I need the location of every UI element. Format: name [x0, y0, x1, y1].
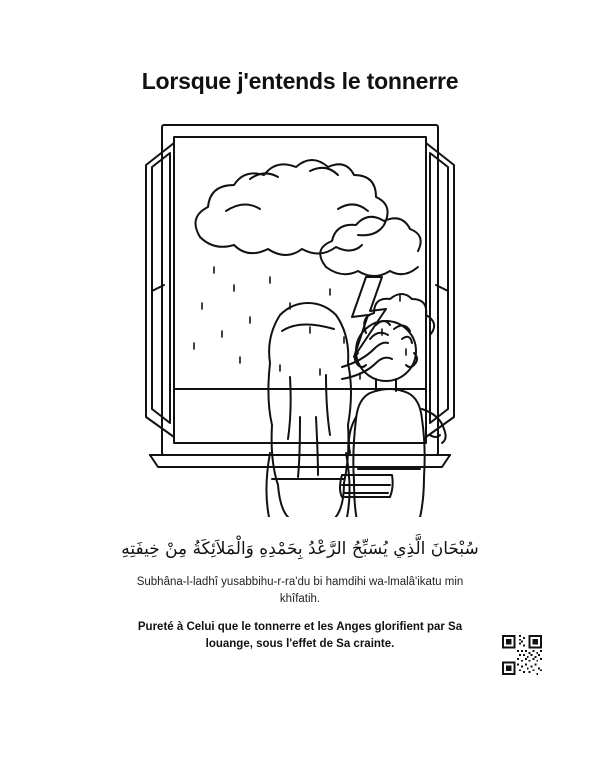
french-meaning: Pureté à Celui que le tonnerre et les Anges glorifient par Sa louange, sous l'effet de Sa crainte.	[137, 621, 463, 650]
page-title: Lorsque j'entends le tonnerre	[141, 68, 459, 94]
illustration	[130, 117, 470, 517]
arabic-dua: سُبْحَانَ الَّذِي يُسَبِّحُ الرَّعْدُ بِحَمْدِهِ وَالْمَلاَئِكَةُ مِنْ خِيفَتِهِ	[121, 539, 479, 559]
transliteration: Subhâna-l-ladhî yusabbihu-r-ra'du bi hamdihi wa-lmalâ'ikatu min khîfatih.	[136, 575, 464, 605]
qr-code[interactable]	[502, 635, 542, 675]
